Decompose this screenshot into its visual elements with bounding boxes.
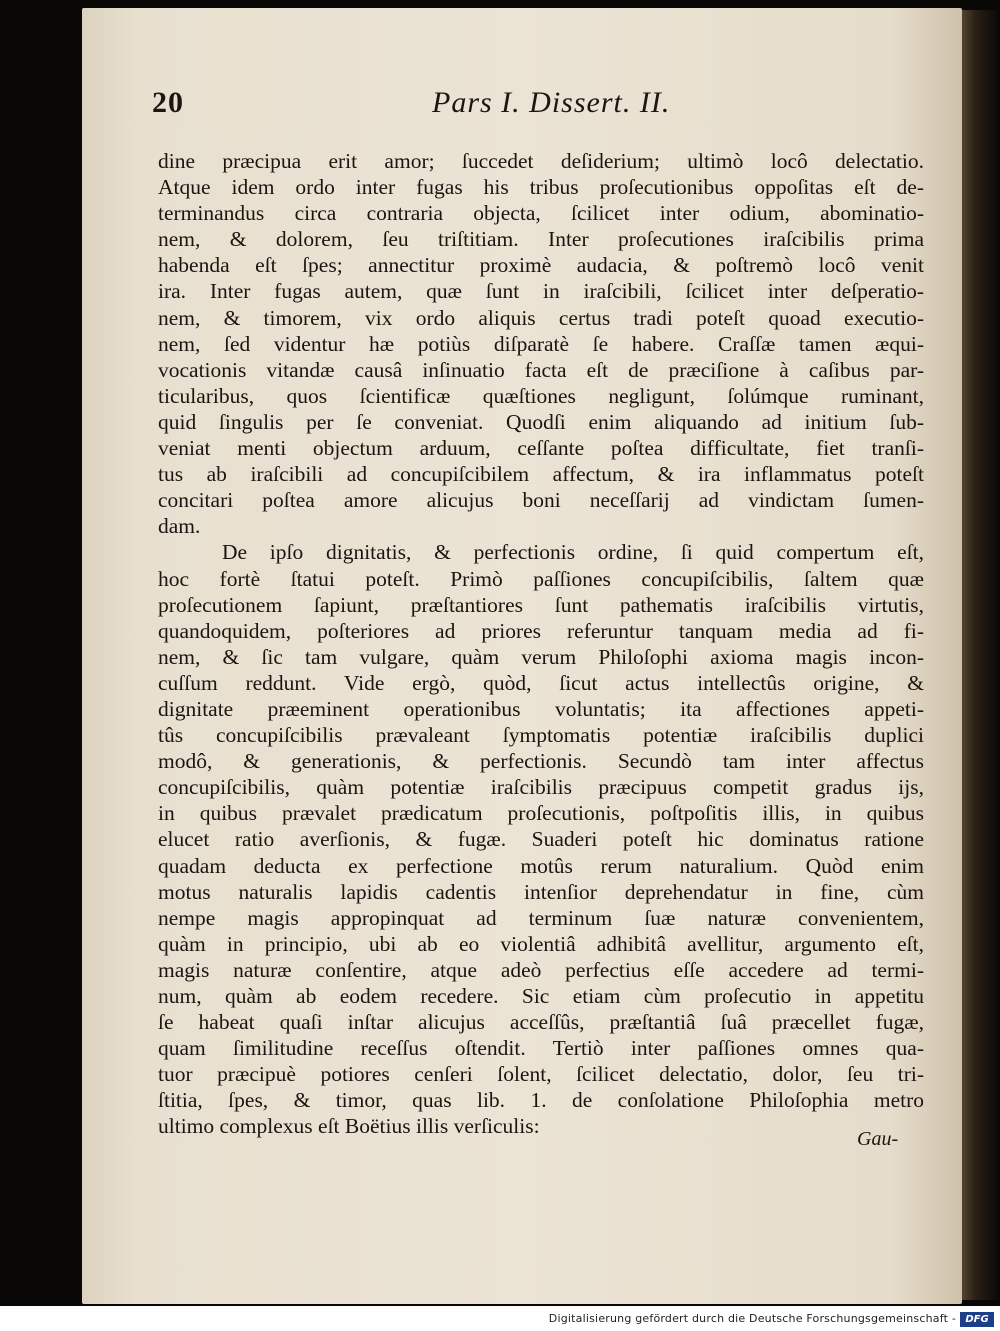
text-line: veniat menti objectum arduum, ceſſante poſtea difficultate, fiet tranſi- xyxy=(158,436,924,461)
text-line: dam. xyxy=(158,514,201,539)
running-head: Pars I. Dissert. II. xyxy=(432,86,671,119)
text-line: quid ſingulis per ſe conveniat. Quodſi enim aliquando ad initium ſub- xyxy=(158,409,924,434)
text-line: quàm in principio, ubi ab eo violentiâ adhibitâ avellitur, argumento eſt, xyxy=(158,931,924,956)
text-line: hoc fortè ſtatui poteſt. Primò paſſiones concupiſcibilis, ſaltem quæ xyxy=(158,566,924,591)
text-line: vocationis vitandæ causâ inſinuatio facta eſt de præciſione à caſibus par- xyxy=(158,357,924,382)
text-line: tûs concupiſcibilis prævaleant ſymptomatis potentiæ iraſcibilis duplici xyxy=(158,723,924,748)
text-line: elucet ratio averſionis, & fugæ. Suaderi poteſt hic dominatus ratione xyxy=(158,827,924,852)
text-line: terminandus circa contraria objecta, ſcilicet inter odium, abominatio- xyxy=(158,201,924,226)
text-line: num, quàm ab eodem recedere. Sic etiam cùm proſecutio in appetitu xyxy=(158,984,924,1008)
text-line: quam ſimilitudine receſſus oſtendit. Tertiò inter paſſiones omnes qua- xyxy=(158,1036,924,1061)
body-text xyxy=(158,148,924,1140)
catchword: Gau- xyxy=(857,1128,899,1150)
text-line: quadam deducta ex perfectione motûs rerum naturalium. Quòd enim xyxy=(158,853,924,878)
text-line: ira. Inter fugas autem, quæ ſunt in iraſcibili, ſcilicet inter deſperatio- xyxy=(158,279,924,304)
text-line: ſe habeat quaſi inſtar alicujus acceſſûs, præſtantiâ ſuâ præcellet fugæ, xyxy=(158,1010,924,1035)
text-line: concitari poſtea amore alicujus boni neceſſarij ad vindictam ſumen- xyxy=(158,488,924,513)
text-line: habenda eſt ſpes; annectitur proximè audacia, & poſtremò locô venit xyxy=(158,253,924,278)
text-line: tus ab iraſcibili ad concupiſcibilem affectum, & ira inflammatus poteſt xyxy=(158,462,924,487)
text-line: tuor præcipuè potiores cenſeri ſolent, ſcilicet delectatio, dolor, ſeu tri- xyxy=(158,1062,924,1087)
text-line: in quibus prævalet prædicatum proſecutionis, poſtpoſitis illis, in quibus xyxy=(158,801,924,826)
text-line: cuſſum reddunt. Vide ergò, quòd, ſicut actus intellectûs origine, & xyxy=(158,670,924,695)
funding-credit: Digitalisierung gefördert durch die Deutsche Forschungsgemeinschaft - xyxy=(548,1312,956,1325)
digitization-footer xyxy=(0,1308,1000,1331)
text-line: nem, ſed videntur hæ potiùs diſparatè ſe habere. Craſſæ tamen æqui- xyxy=(158,331,924,356)
page-number: 20 xyxy=(152,86,184,119)
text-line: ſtitia, ſpes, & timor, quas lib. 1. de conſolatione Philoſophia metro xyxy=(158,1088,924,1113)
text-line: nem, & dolorem, ſeu triſtitiam. Inter proſecutiones iraſcibilis prima xyxy=(158,227,924,252)
text-line: motus naturalis lapidis cadentis intenſior deprehendatur in fine, cùm xyxy=(158,879,924,904)
text-line: Atque idem ordo inter fugas his tribus proſecutionibus oppoſitas eſt de- xyxy=(158,175,924,200)
text-line: De ipſo dignitatis, & perfectionis ordine, ſi quid compertum eſt, xyxy=(222,540,924,565)
dfg-logo: DFG xyxy=(960,1312,994,1327)
text-line: magis naturæ conſentire, atque adeò perfectius eſſe accedere ad termi- xyxy=(158,957,924,982)
text-line: ultimo complexus eſt Boëtius illis verſiculis: xyxy=(158,1114,540,1139)
text-line: nem, & timorem, vix ordo aliquis certus tradi poteſt quoad executio- xyxy=(158,305,924,330)
text-line: dine præcipua erit amor; ſuccedet deſiderium; ultimò locô delectatio. xyxy=(158,149,924,173)
book-edge xyxy=(960,10,998,1300)
text-line: dignitate præeminent operationibus voluntatis; ita affectiones appeti- xyxy=(158,696,924,721)
text-line: ticularibus, quos ſcientificæ quæſtiones negligunt, ſolúmque ruminant, xyxy=(158,383,924,408)
text-line: quandoquidem, poſteriores ad priores referuntur tanquam media ad fi- xyxy=(158,618,924,643)
text-line: nem, & ſic tam vulgare, quàm verum Philoſophi axioma magis incon- xyxy=(158,644,924,669)
page-header xyxy=(152,86,922,126)
text-line: concupiſcibilis, quàm potentiæ iraſcibilis præcipuus competit gradus ijs, xyxy=(158,775,924,800)
text-line: nempe magis appropinquat ad terminum ſuæ naturæ convenientem, xyxy=(158,905,924,930)
text-line: proſecutionem ſapiunt, præſtantiores ſunt pathematis iraſcibilis virtutis, xyxy=(158,592,924,617)
text-line: modô, & generationis, & perfectionis. Secundò tam inter affectus xyxy=(158,749,924,774)
